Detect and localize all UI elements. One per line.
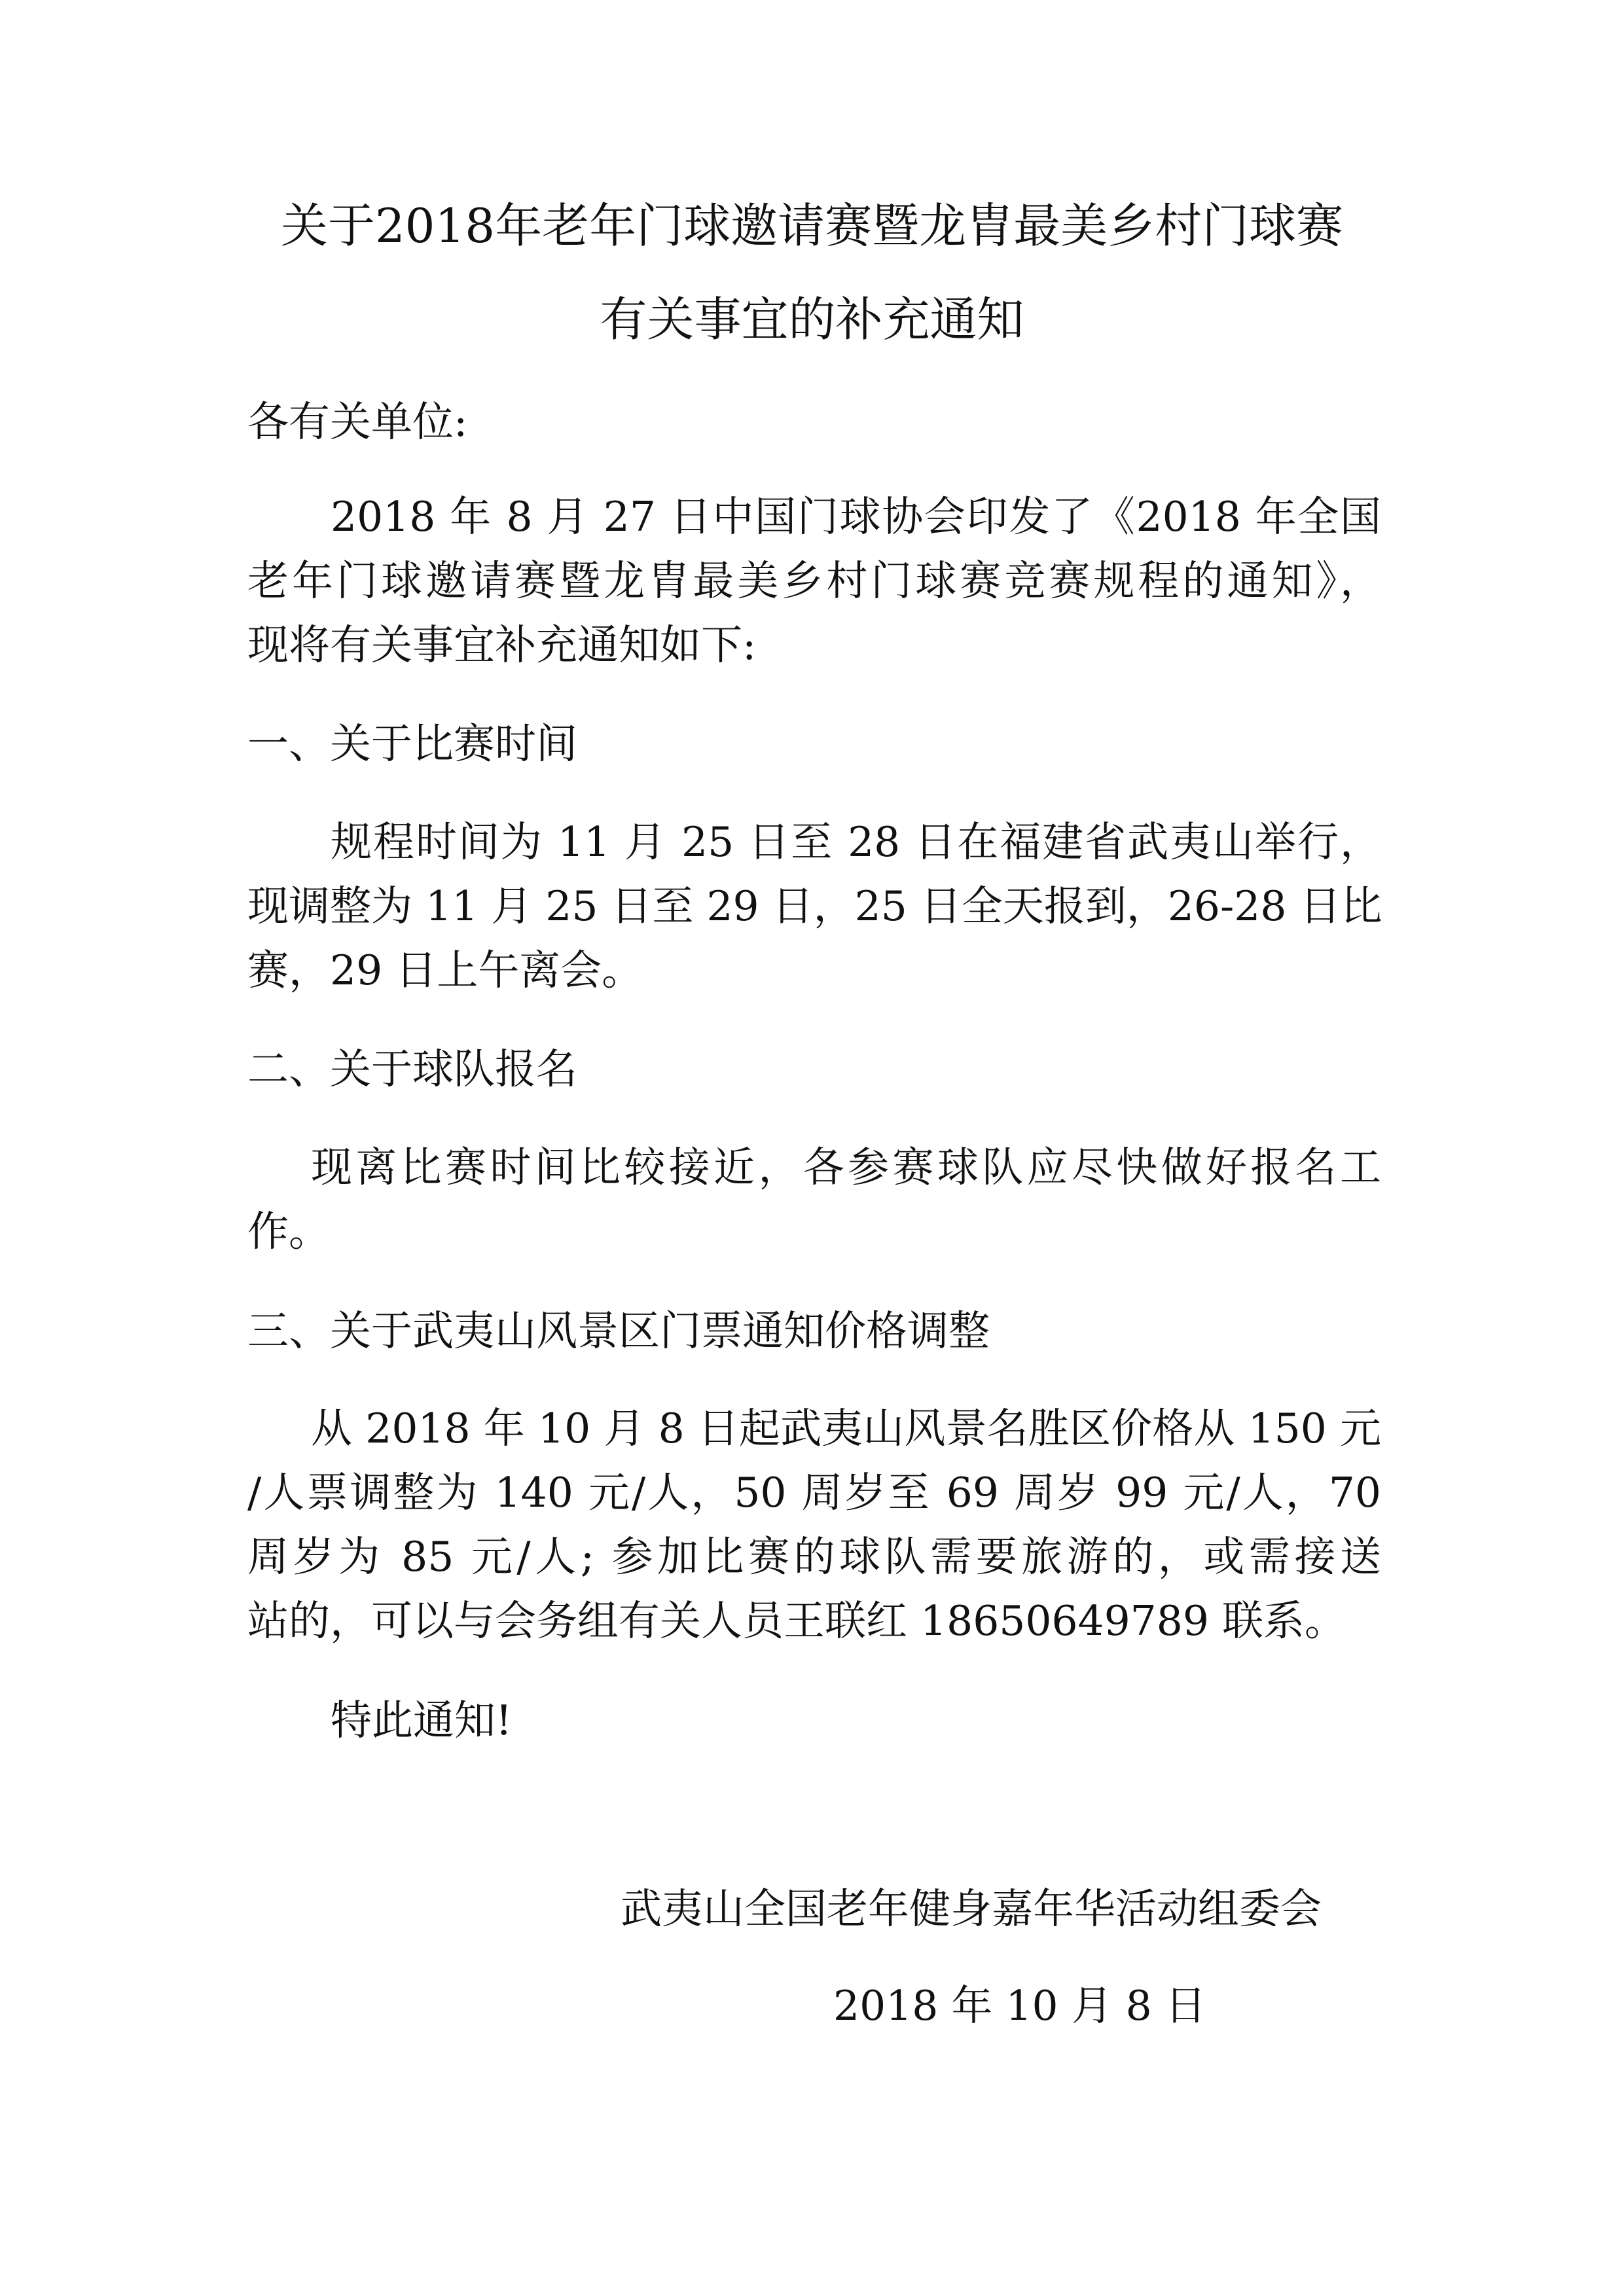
- closing-text: 特此通知!: [331, 1696, 513, 1744]
- section-heading: 三、关于武夷山风景区门票通知价格调整: [247, 1307, 990, 1355]
- intro-line: 现将有关事宜补充通知如下:: [247, 621, 757, 669]
- intro-line: 老年门球邀请赛暨龙胄最美乡村门球赛竞赛规程的通知》，: [247, 557, 1381, 605]
- section-heading: 二、关于球队报名: [247, 1045, 577, 1093]
- section-heading: 一、关于比赛时间: [247, 720, 577, 768]
- document-title-line-1: 关于2018年老年门球邀请赛暨龙胄最美乡村门球赛: [280, 198, 1344, 253]
- section-body-line: 从 2018 年 10 月 8 日起武夷山风景名胜区价格从 150 元: [311, 1405, 1381, 1452]
- section-body-line: 规程时间为 11 月 25 日至 28 日在福建省武夷山举行，: [331, 818, 1381, 866]
- signature-date: 2018 年 10 月 8 日: [833, 1982, 1206, 2030]
- salutation: 各有关单位:: [247, 398, 468, 446]
- section-body-line: 现调整为 11 月 25 日至 29 日，25 日全天报到，26-28 日比: [247, 882, 1382, 930]
- intro-line: 2018 年 8 月 27 日中国门球协会印发了《2018 年全国: [331, 493, 1381, 541]
- section-body-line: 作。: [247, 1208, 330, 1255]
- section-body-line: /人票调整为 140 元/人，50 周岁至 69 周岁 99 元/人，70: [247, 1469, 1381, 1516]
- section-body-line: 周岁为 85 元/人; 参加比赛的球队需要旅游的，或需接送: [247, 1533, 1381, 1581]
- signature-organization: 武夷山全国老年健身嘉年华活动组委会: [621, 1885, 1322, 1933]
- document-title-line-2: 有关事宜的补充通知: [600, 292, 1024, 347]
- section-body-line: 现离比赛时间比较接近，各参赛球队应尽快做好报名工: [311, 1143, 1381, 1191]
- section-body-line: 站的，可以与会务组有关人员王联红 18650649789 联系。: [247, 1597, 1346, 1645]
- section-body-line: 赛，29 日上午离会。: [247, 946, 643, 994]
